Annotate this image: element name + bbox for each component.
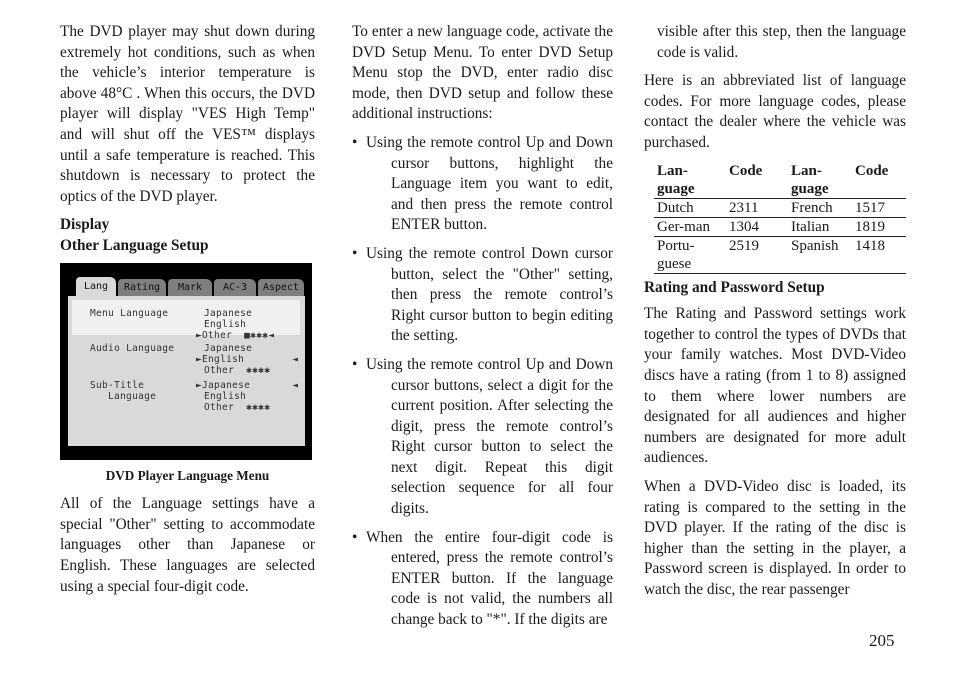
- heading-display: Display: [60, 216, 110, 234]
- table-cell: Dutch: [654, 198, 726, 217]
- subtitle-option: English: [204, 390, 247, 402]
- table-header: Lan-guage: [788, 162, 852, 199]
- tab-mark: Mark: [168, 279, 212, 296]
- table-cell: 1304: [726, 217, 788, 236]
- menu-tabs: [68, 277, 305, 297]
- table-cell: 1517: [852, 198, 906, 217]
- audio-option: Japanese: [204, 342, 253, 354]
- menu-option: English: [204, 318, 247, 330]
- table-cell: 2519: [726, 236, 788, 273]
- table-cell: French: [788, 198, 852, 217]
- audio-option: Other ✱✱✱✱: [204, 364, 271, 376]
- paragraph-continued: visible after this step, then the language code is valid.: [657, 23, 906, 61]
- column-right: [644, 22, 906, 608]
- instruction-list: [352, 133, 613, 631]
- dvd-screen: [68, 277, 305, 440]
- page-number: 205: [869, 631, 895, 650]
- list-item: • When the entire four-digit code is entered, press the remote control’s ENTER button. If the language code is not valid, the numbers all change back to "*". If the digits are: [352, 528, 613, 631]
- column-middle: [352, 22, 613, 639]
- dvd-language-menu-figure: [60, 263, 312, 460]
- table-header: Lan-guage: [654, 162, 726, 199]
- subtitle-label: Sub-Title: [90, 379, 145, 391]
- table-row: [654, 198, 906, 217]
- paragraph-heat-shutdown: The DVD player may shut down during extremely hot conditions, such as when the vehicle’s interior temperature is above 48°C . When this occurs, the DVD player will display "VES High Temp" and will shut off the VES™ displays until a safe temperature is reached. This shutdown is necessary to protect the optics of the DVD player.: [60, 23, 315, 205]
- menu-option: Japanese: [204, 307, 253, 319]
- tab-aspect: Aspect: [258, 279, 304, 296]
- table-cell: Spanish: [788, 236, 852, 273]
- paragraph-language-codes: Here is an abbreviated list of language codes. For more language codes, please contact the dealer where the vehicle was purchased.: [644, 72, 906, 151]
- table-header: Code: [852, 162, 906, 199]
- heading-rating-password: Rating and Password Setup: [644, 278, 825, 296]
- paragraph-rating: The Rating and Password settings work together to control the types of DVDs that your family watches. Most DVD-Video discs have a rating (from 1 to 8) assigned to them where lower numbers are designated for all audiences and higher numbers are designated for more adult audiences.: [644, 305, 906, 467]
- subtitle-label-2: Language: [108, 390, 157, 402]
- list-item: • Using the remote control Up and Down cursor buttons, select a digit for the current position. After selecting the digit, press the remote control’s Right cursor button to select the next digit. Repeat this digit selection sequence for all four digits.: [352, 355, 613, 520]
- audio-language-label: Audio Language: [90, 342, 175, 354]
- paragraph-password: When a DVD-Video disc is loaded, its rating is compared to the setting in the DVD player. If the rating of the disc is higher than the setting in the player, a Password screen is displayed. In order to watch the disc, the rear passenger: [644, 477, 906, 598]
- table-cell: Ger-man: [654, 217, 726, 236]
- table-header-row: [654, 162, 906, 199]
- menu-panel: [68, 296, 305, 446]
- figure-caption: DVD Player Language Menu: [105, 467, 270, 483]
- table-cell: 1819: [852, 217, 906, 236]
- list-item: • Using the remote control Up and Down cursor buttons, highlight the Language item you want to edit, and then press the remote control ENTER button.: [352, 133, 613, 236]
- language-code-table: [654, 162, 906, 274]
- paragraph-enter-code: To enter a new language code, activate the DVD Setup Menu. To enter DVD Setup Menu stop the DVD, enter radio disc mode, then DVD setup and follow these additional instructions:: [352, 23, 613, 123]
- list-item: • Using the remote control Down cursor button, select the "Other" setting, then press the remote control’s Right cursor button to begin editing the setting.: [352, 244, 613, 347]
- column-left: [60, 22, 315, 605]
- subtitle-option: ►Japanese ◄: [196, 379, 299, 391]
- subtitle-option: Other ✱✱✱✱: [204, 401, 271, 413]
- heading-other-language-setup: Other Language Setup: [60, 236, 209, 254]
- paragraph-other-setting: All of the Language settings have a special "Other" setting to accommodate languages other than Japanese or English. These languages are selected using a special four-digit code.: [60, 495, 315, 595]
- audio-option: ►English ◄: [196, 353, 299, 365]
- table-row: [654, 236, 906, 273]
- tab-ac3: AC-3: [214, 279, 256, 296]
- table-row: [654, 217, 906, 236]
- table-cell: Italian: [788, 217, 852, 236]
- tab-rating: Rating: [118, 279, 166, 296]
- table-cell: 2311: [726, 198, 788, 217]
- menu-language-label: Menu Language: [90, 307, 169, 319]
- table-header: Code: [726, 162, 788, 199]
- tab-lang: Lang: [76, 277, 116, 297]
- menu-option: ►Other ■✱✱✱◄: [196, 329, 275, 341]
- table-cell: Portu-guese: [654, 236, 726, 273]
- table-cell: 1418: [852, 236, 906, 273]
